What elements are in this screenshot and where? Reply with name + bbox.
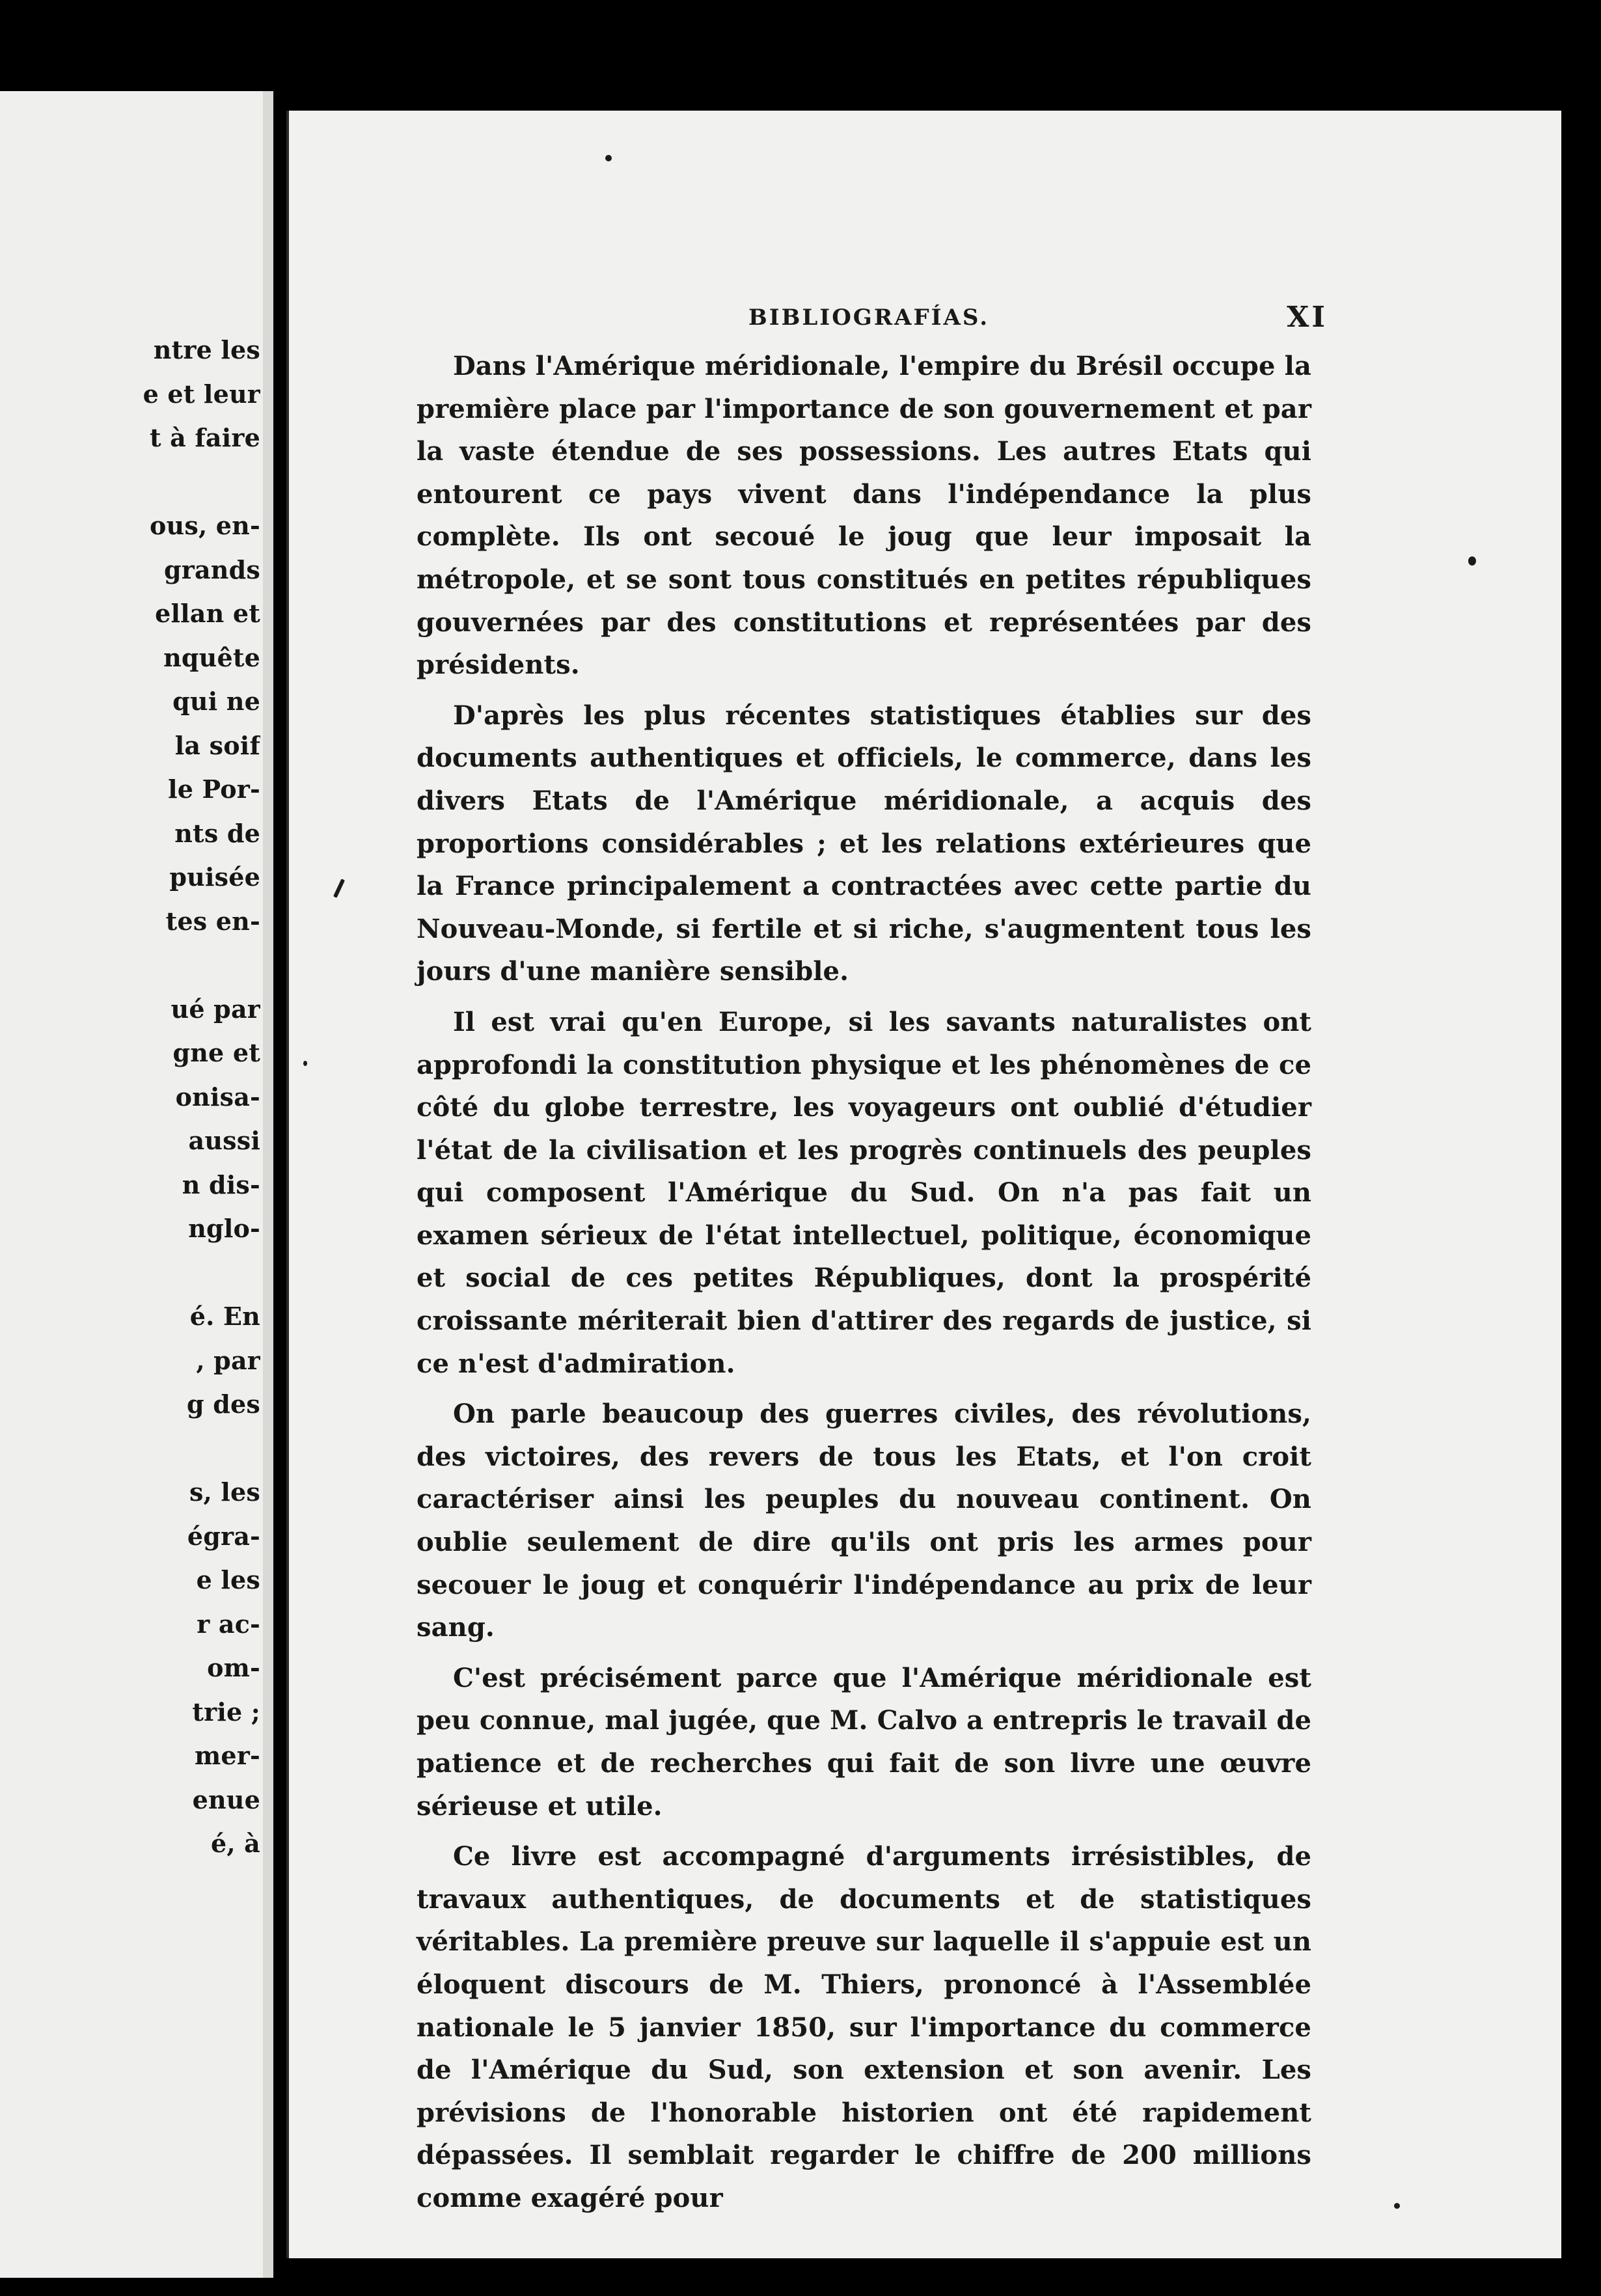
paragraph: C'est précisément parce que l'Amérique méridionale est peu connue, mal jugée, que M. Calvo a entrepris le travail de patience et de recherches qui fait de son livre une œuvre sérieuse et utile. bbox=[417, 1662, 1311, 1822]
previous-page-line: g des bbox=[187, 1389, 260, 1419]
previous-page-fragment bbox=[0, 91, 273, 2278]
previous-page-line: r ac- bbox=[197, 1609, 260, 1639]
previous-page-line: trie ; bbox=[192, 1697, 260, 1727]
previous-page-line: aussi bbox=[188, 1126, 260, 1155]
previous-page-line: égra- bbox=[187, 1521, 260, 1551]
previous-page-line: qui ne bbox=[172, 687, 260, 716]
previous-page-line: , par bbox=[196, 1345, 260, 1375]
previous-page-line: n dis- bbox=[182, 1169, 260, 1199]
previous-page-line: s, les bbox=[189, 1477, 260, 1507]
previous-page-line: ué par bbox=[171, 994, 260, 1024]
paragraph: D'après les plus récentes statistiques établies sur des documents authentiques et officiels, le commerce, dans les divers Etats de l'Amérique méridionale, a acquis des proportions considérables ; et les relations extérieures que la France principalement a contractées avec cette partie du Nouveau-Monde, si fertile et si riche, s'augmentent tous les jours d'une manière sensible. bbox=[417, 700, 1311, 987]
previous-page-line: tes en- bbox=[165, 906, 260, 936]
paragraph: Dans l'Amérique méridionale, l'empire du Brésil occupe la première place par l'importance de son gouvernement et par la vaste étendue de ses possessions. Les autres Etats qui entourent ce pays vivent dans l'indépendance la plus complète. Ils ont secoué le joug que leur imposait la métropole, et se sont tous constitués en petites républiques gouvernées par des constitutions et représentées par des présidents. bbox=[417, 351, 1311, 681]
paragraph: Ce livre est accompagné d'arguments irrésistibles, de travaux authentiques, de documents et de statistiques véritables. La première preuve sur laquelle il s'appuie est un éloquent discours de M. Thiers, prononcé à l'Assemblée nationale le 5 janvier 1850, sur l'importance du commerce de l'Amérique du Sud, son extension et son avenir. Les prévisions de l'honorable historien ont été rapidement dépassées. Il semblait regarder le chiffre de 200 millions comme exagéré pour bbox=[417, 1841, 1311, 2213]
previous-page-line: onisa- bbox=[175, 1082, 260, 1112]
previous-page-line bbox=[0, 460, 260, 504]
previous-page-line: nquête bbox=[163, 642, 260, 672]
previous-page-line: t à faire bbox=[149, 423, 260, 452]
page-number: XI bbox=[1287, 301, 1328, 334]
previous-page-line: e les bbox=[196, 1565, 260, 1594]
previous-page-line: é, à bbox=[210, 1829, 260, 1858]
previous-page-line: e et leur bbox=[143, 379, 260, 409]
paragraph: Il est vrai qu'en Europe, si les savants naturalistes ont approfondi la constitution physique et les phénomènes de ce côté du globe terrestre, les voyageurs ont oublié d'étudier l'état de la civilisation et les progrès continuels des peuples qui composent l'Amérique du Sud. On n'a pas fait un examen sérieux de l'état intellectuel, politique, économique et social de ces petites Républiques, dont la prospérité croissante mériterait bien d'attirer des regards de justice, si ce n'est d'admiration. bbox=[417, 1006, 1311, 1379]
previous-page-line bbox=[0, 943, 260, 987]
previous-page-line: gne et bbox=[172, 1038, 260, 1067]
previous-page-line: é. En bbox=[189, 1302, 260, 1331]
previous-page-line: nts de bbox=[174, 818, 260, 848]
page-body-text bbox=[417, 345, 1311, 2228]
previous-page-line: ntre les bbox=[153, 335, 260, 364]
page-header-bar bbox=[748, 301, 1328, 350]
previous-page-line: om- bbox=[207, 1653, 260, 1682]
previous-page-line: le Por- bbox=[168, 774, 260, 804]
previous-page-line bbox=[0, 1427, 260, 1471]
previous-page-line: ous, en- bbox=[149, 511, 260, 540]
page-gutter bbox=[263, 91, 273, 2278]
previous-page-line: puisée bbox=[169, 862, 260, 892]
running-title: BIBLIOGRAFÍAS. bbox=[748, 305, 990, 331]
previous-page-text-column bbox=[0, 328, 260, 1866]
previous-page-line: nglo- bbox=[188, 1214, 260, 1243]
previous-page-line: la soif bbox=[174, 730, 260, 760]
paragraph: On parle beaucoup des guerres civiles, des révolutions, des victoires, des revers de tous les Etats, et l'on croit caractériser ainsi les peuples du nouveau continent. On oublie seulement de dire qu'ils ont pris les armes pour secouer le joug et conquérir l'indépendance au prix de leur sang. bbox=[417, 1399, 1311, 1643]
previous-page-line: enue bbox=[192, 1784, 260, 1814]
previous-page-line: mer- bbox=[195, 1741, 260, 1770]
previous-page-line bbox=[0, 1251, 260, 1295]
previous-page-line: ellan et bbox=[155, 599, 260, 628]
previous-page-line: grands bbox=[163, 554, 260, 584]
